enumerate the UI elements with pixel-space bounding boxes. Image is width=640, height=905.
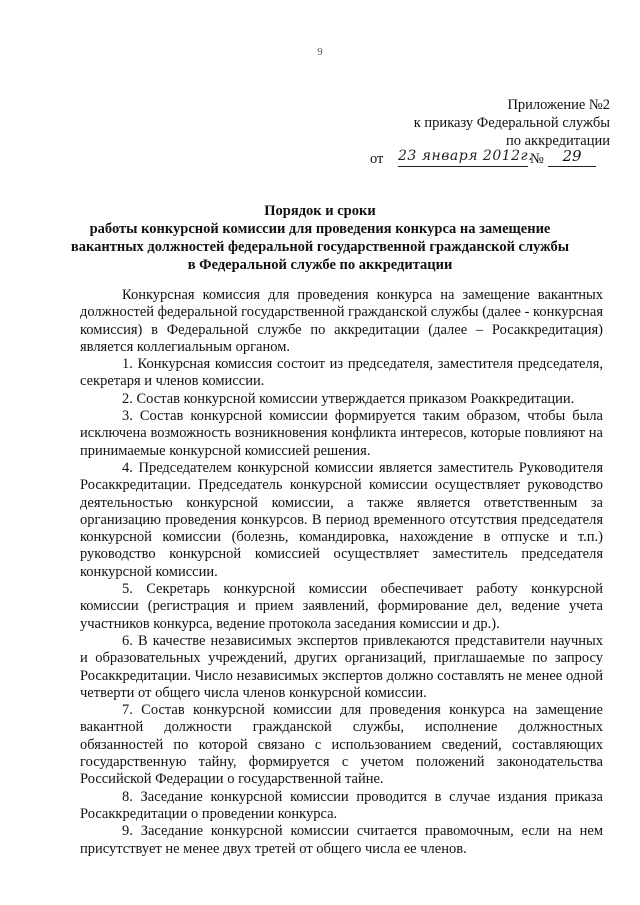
paragraph-3: 3. Состав конкурсной комиссии формируется таким образом, чтобы была исключена возможность возникновения конфликта интересов, которые повлияют на принимаемые конкурсной комиссией решения. [80, 408, 603, 459]
paragraph-intro: Конкурсная комиссия для проведения конкурса на замещение вакантных должностей федеральной государственной гражданской службы (далее - конкурсная комиссия) в Федеральной службе по аккредитации (далее – Росаккредитация) является коллегиальным органом. [80, 287, 603, 355]
heading-title: Порядок и сроки [264, 203, 376, 219]
page-number: 9 [317, 46, 323, 58]
number-sign: № [530, 151, 544, 167]
appendix-block [370, 96, 610, 170]
heading-subtitle: работы конкурсной комиссии для проведения конкурса на замещение вакантных должностей федеральной государственной гражданской службы в Федеральной службе по аккредитации [70, 221, 570, 273]
appendix-title: Приложение №2 [507, 97, 610, 113]
paragraph-4: 4. Председателем конкурсной комиссии является заместитель Руководителя Росаккредитации. Председатель конкурсной комиссии осуществляет руководство деятельностью конкурсной комиссии, а также является ответственным за организацию проведения конкурсов. В период временного отсутствия председателя конкурсной комиссии (болезнь, командировка, нахождение в отпуске и т.п.) руководство конкурсной комиссией осуществляет заместитель председателя конкурсной комиссии. [80, 459, 603, 580]
paragraph-8: 8. Заседание конкурсной комиссии проводится в случае издания приказа Росаккредитации о проведении конкурса. [80, 788, 603, 822]
handwritten-date: 23 января 2012г. [398, 147, 528, 167]
document-body [80, 287, 603, 858]
paragraph-5: 5. Секретарь конкурсной комиссии обеспечивает работу конкурсной комиссии (регистрация и прием заявлений, формирование дел, ведение учета участников конкурса, ведение протокола заседания комиссии и др.). [80, 581, 603, 632]
handwritten-order-number: 29 [548, 147, 596, 167]
paragraph-7: 7. Состав конкурсной комиссии для проведения конкурса на замещение вакантной должности гражданской службы, исполнение должностных обязанностей по которой связано с использованием сведений, составляющих государственную тайну, формируется с учетом положений законодательства Российской Федерации о государственной тайне. [80, 702, 603, 788]
document-heading [70, 202, 570, 274]
appendix-agency-line: по аккредитации [505, 133, 610, 149]
appendix-order-line: к приказу Федеральной службы [413, 115, 610, 131]
paragraph-6: 6. В качестве независимых экспертов привлекаются представители научных и образовательных учреждений, других организаций, приглашаемые по запросу Росаккредитации. Число независимых экспертов должно составлять не менее одной четверти от общего числа членов конкурсной комиссии. [80, 632, 603, 701]
paragraph-9: 9. Заседание конкурсной комиссии считается правомочным, если на нем присутствует не менее двух третей от общего числа ее членов. [80, 823, 603, 857]
paragraph-2: 2. Состав конкурсной комиссии утверждается приказом Роаккредитации. [122, 390, 575, 407]
paragraph-1: 1. Конкурсная комиссия состоит из председателя, заместителя председателя, секретаря и членов комиссии. [80, 356, 603, 390]
ot-label: от [370, 151, 384, 167]
appendix-date-line [370, 147, 610, 170]
